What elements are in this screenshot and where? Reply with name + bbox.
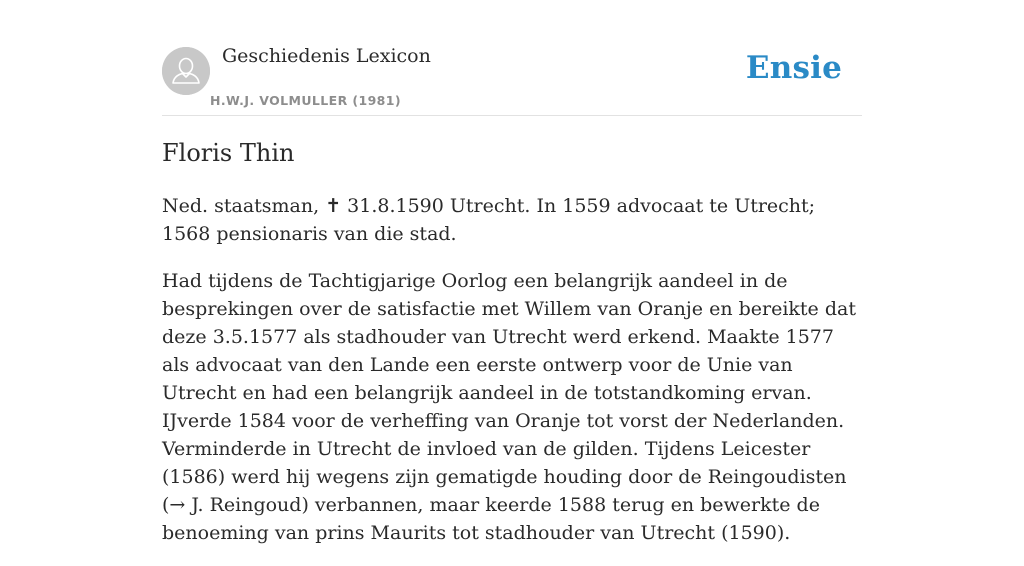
article-body [162, 192, 862, 566]
user-avatar-icon[interactable] [162, 47, 210, 95]
lexicon-title[interactable]: Geschiedenis Lexicon [222, 45, 431, 67]
brand-logo-link[interactable]: Ensie [745, 50, 842, 86]
user-silhouette-icon [162, 47, 210, 95]
header [162, 0, 862, 116]
article-title: Floris Thin [162, 139, 295, 167]
article-paragraph-1: Ned. staatsman, ✝ 31.8.1590 Utrecht. In 1559 advocaat te Utrecht; 1568 pensionaris van die stad. [162, 195, 816, 245]
author-credit: H.W.J. VOLMULLER (1981) [210, 93, 401, 108]
article-paragraph-2: Had tijdens de Tachtigjarige Oorlog een belangrijk aandeel in de besprekingen over de satisfactie met Willem van Oranje en bereikte dat deze 3.5.1577 als stadhouder van Utrecht werd erkend. Maakte 1577 als advocaat van den Lande een eerste ontwerp voor de Unie van Utrecht en had een belangrijk aandeel in de totstandkoming ervan. IJverde 1584 voor de verheffing van Oranje tot vorst der Nederlanden. Verminderde in Utrecht de invloed van de gilden. Tijdens Leicester (1586) werd hij wegens zijn gematigde houding door de Reingoudisten (→ J. Reingoud) verbannen, maar keerde 1588 terug en bewerkte de benoeming van prins Maurits tot stadhouder van Utrecht (1590). [162, 270, 856, 544]
page [162, 0, 862, 544]
